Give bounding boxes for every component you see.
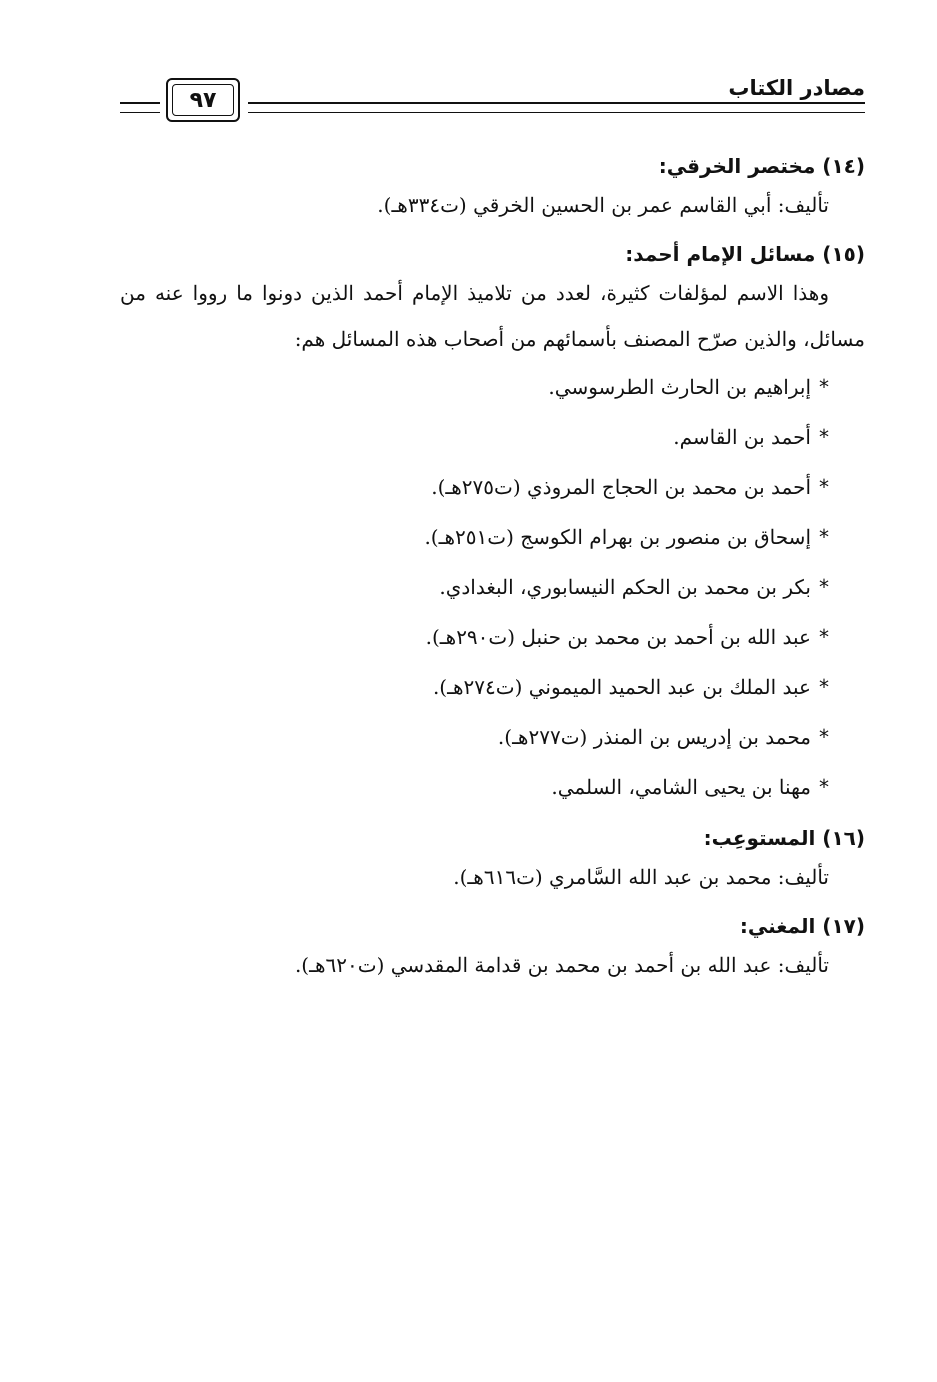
bullet-star: *: [819, 725, 829, 749]
list-item-text: إبراهيم بن الحارث الطرسوسي.: [548, 375, 811, 399]
page-number: ٩٧: [189, 87, 217, 113]
list-item: [120, 362, 865, 412]
running-title: مصادر الكتاب: [728, 76, 865, 100]
section-17: [120, 910, 865, 988]
paragraph-text: وهذا الاسم لمؤلفات كثيرة، لعدد من تلاميذ الإمام أحمد الذين دونوا ما رووا عنه من مسائل، والذين صرّح المصنف بأسمائهم من أصحاب هذه المسائل هم:: [120, 281, 865, 351]
list-item: [120, 562, 865, 612]
list-item-text: عبد الله بن أحمد بن محمد بن حنبل (ت٢٩٠هـ).: [425, 625, 811, 649]
list-item-text: بكر بن محمد بن الحكم النيسابوري، البغدادي.: [439, 575, 811, 599]
list-item: [120, 512, 865, 562]
bullet-star: *: [819, 675, 829, 699]
bullet-star: *: [819, 425, 829, 449]
list-item-text: عبد الملك بن عبد الحميد الميموني (ت٢٧٤هـ).: [432, 675, 811, 699]
section-heading: (١٦) المستوعِب:: [703, 826, 865, 850]
section-heading: (١٤) مختصر الخرقي:: [658, 154, 865, 178]
list-item-text: أحمد بن محمد بن الحجاج المروذي (ت٢٧٥هـ).: [431, 475, 811, 499]
author-line: تأليف: عبد الله بن أحمد بن محمد بن قدامة المقدسي (ت٦٢٠هـ).: [294, 953, 829, 977]
bullet-star: *: [819, 525, 829, 549]
list-item: [120, 412, 865, 462]
list-item: [120, 762, 865, 812]
bullet-star: *: [819, 775, 829, 799]
list-item-text: محمد بن إدريس بن المنذر (ت٢٧٧هـ).: [497, 725, 811, 749]
list-item: [120, 462, 865, 512]
section-heading: (١٥) مسائل الإمام أحمد:: [625, 242, 865, 266]
list-item-text: إسحاق بن منصور بن بهرام الكوسج (ت٢٥١هـ).: [424, 525, 811, 549]
header-rule: [248, 102, 865, 113]
section-15: [120, 238, 865, 812]
list-item: [120, 612, 865, 662]
page-number-badge: [166, 78, 240, 122]
list-item-text: أحمد بن القاسم.: [673, 425, 811, 449]
list-item-text: مهنا بن يحيى الشامي، السلمي.: [551, 775, 811, 799]
bullet-star: *: [819, 475, 829, 499]
section-paragraph: [120, 270, 865, 362]
author-line: تأليف: محمد بن عبد الله السَّامري (ت٦١٦هـ).: [453, 865, 829, 889]
header-rule-short: [120, 102, 160, 113]
bullet-star: *: [819, 625, 829, 649]
page-header: [120, 72, 865, 128]
section-16: [120, 822, 865, 900]
author-line: تأليف: أبي القاسم عمر بن الحسين الخرقي (ت٣٣٤هـ).: [377, 193, 829, 217]
bullet-star: *: [819, 375, 829, 399]
section-heading: (١٧) المغني:: [739, 914, 865, 938]
page-body: [120, 150, 865, 988]
section-14: [120, 150, 865, 228]
list-item: [120, 662, 865, 712]
students-list: [120, 362, 865, 812]
list-item: [120, 712, 865, 762]
bullet-star: *: [819, 575, 829, 599]
